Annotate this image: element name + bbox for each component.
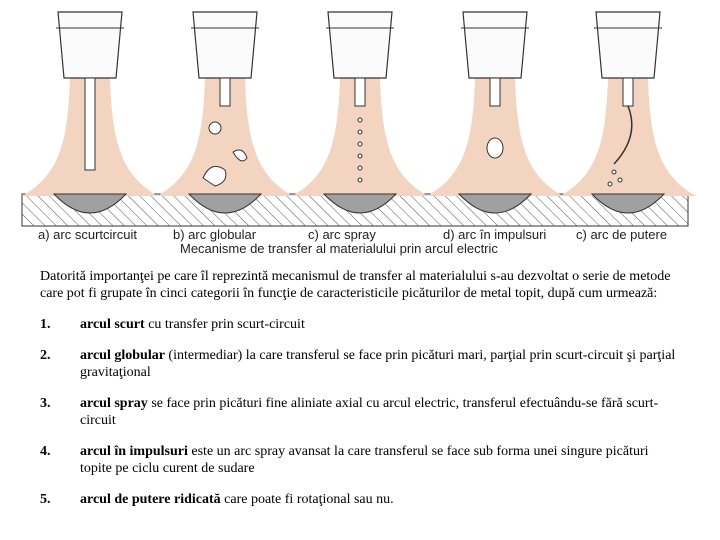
- nozzle: [463, 12, 527, 78]
- transfer-mechanisms-diagram: [0, 0, 720, 262]
- method-list: [40, 316, 680, 508]
- electrode-wire: [85, 78, 95, 170]
- nozzle: [596, 12, 660, 78]
- droplet: [358, 166, 362, 170]
- item-term: arcul de putere ridicată: [80, 492, 221, 507]
- electrode-wire: [490, 78, 500, 106]
- item-term: arcul scurt: [80, 317, 145, 332]
- nozzle: [328, 12, 392, 78]
- item-text: se face prin picături fine aliniate axial cu arcul electric, transferul efectuându-se fără scurt-circuit: [80, 396, 659, 428]
- item-number: 4.: [40, 444, 51, 459]
- electrode-wire: [623, 78, 633, 106]
- item-number: 5.: [40, 492, 51, 507]
- item-number: 1.: [40, 317, 51, 332]
- droplet: [358, 154, 362, 158]
- panel-label: d) arc în impulsuri: [443, 227, 547, 242]
- item-text: (intermediar) la care transferul se face prin picături mari, parţial prin scurt-circuit şi parţial gravitaţional: [80, 348, 676, 380]
- item-number: 3.: [40, 396, 51, 411]
- electrode-wire: [220, 78, 230, 106]
- method-item: [40, 443, 680, 477]
- item-text: care poate fi rotaţional sau nu.: [220, 492, 394, 507]
- item-term: arcul globular: [80, 348, 165, 363]
- droplet: [358, 118, 362, 122]
- droplet: [358, 130, 362, 134]
- method-item: [40, 395, 680, 429]
- electrode-wire: [355, 78, 365, 106]
- droplet: [209, 122, 221, 134]
- droplet: [608, 182, 612, 186]
- panel-label: c) arc spray: [308, 227, 376, 242]
- droplet: [358, 142, 362, 146]
- intro-text: Datorită importanţei pe care îl reprezintă mecanismul de transfer al materialului s-au dezvoltat o serie de metode care pot fi grupate în cinci categorii în funcţie de caracteristicile picăturilor de metal topit, după cum urmează:: [40, 269, 671, 301]
- item-text: cu transfer prin scurt-circuit: [144, 317, 305, 332]
- panel-label: b) arc globular: [173, 227, 257, 242]
- welding-figure: [0, 0, 720, 262]
- method-item: [40, 347, 680, 381]
- nozzle: [58, 12, 122, 78]
- panel-label: c) arc de putere: [576, 227, 668, 242]
- panel-4: [427, 12, 563, 213]
- figure-caption: Mecanisme de transfer al materialului prin arcul electric: [180, 241, 498, 256]
- document-body: [40, 268, 680, 508]
- item-text: este un arc spray avansat la care transferul se face sub forma unei singure picături topite pe ciclu curent de sudare: [80, 444, 649, 476]
- droplet: [358, 178, 362, 182]
- panel-3: [292, 12, 428, 213]
- panel-2: [157, 12, 293, 213]
- droplet: [487, 138, 503, 158]
- nozzle: [193, 12, 257, 78]
- item-number: 2.: [40, 348, 51, 363]
- item-term: arcul în impulsuri: [80, 444, 188, 459]
- droplet: [618, 178, 622, 182]
- panel-5: [560, 12, 696, 213]
- item-term: arcul spray: [80, 396, 148, 411]
- intro-paragraph: [40, 268, 680, 302]
- method-item: [40, 316, 680, 333]
- droplet: [612, 170, 616, 174]
- method-item: [40, 491, 680, 508]
- panel-label: a) arc scurtcircuit: [38, 227, 137, 242]
- panel-1: [22, 12, 158, 213]
